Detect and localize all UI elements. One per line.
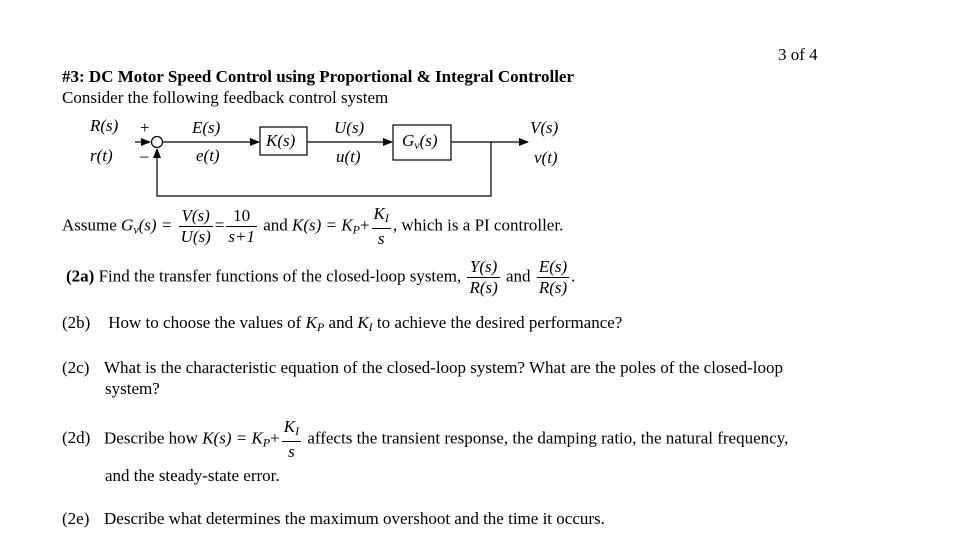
problem-heading: #3: DC Motor Speed Control using Proportional & Integral Controller — [62, 67, 575, 86]
question-2d: (2d) Describe how $K(s) = K_P+$ $\frac{K_I}{s}$ affects the transient response, the damping ratio, the natural frequency, — [62, 417, 789, 461]
minus-sign: – — [140, 146, 149, 165]
question-2a: (2a) Find the transfer functions of the closed-loop system, $\frac{Y(s)}{R(s)}$ and $\frac{E(s)}{R(s)}$ . — [66, 257, 576, 297]
assume-line: Assume $G_v(s)$ = $\frac{V(s)}{U(s)}$ = $\frac{10}{s+1}$ and $K(s) = K_P+$ $\frac{K_I}{s}$ , which is a PI controller. — [62, 204, 564, 248]
label-U-s: U(s) — [334, 118, 365, 137]
question-2c-line2: system? — [105, 379, 160, 398]
label-V-s: V(s) — [530, 118, 559, 137]
summing-junction — [152, 137, 163, 148]
page-number: 3 of 4 — [778, 45, 818, 64]
label-u-t: u(t) — [336, 147, 361, 166]
plus-sign: + — [140, 118, 150, 137]
intro-text: Consider the following feedback control system — [62, 88, 389, 107]
label-e-t: e(t) — [196, 146, 220, 165]
label-R-s: R(s) — [90, 116, 119, 135]
label-v-t: v(t) — [534, 148, 558, 167]
label-r-t: r(t) — [90, 146, 113, 165]
question-2e: (2e) Describe what determines the maximum overshoot and the time it occurs. — [62, 509, 605, 528]
plant-label: $G_v(s)$ — [402, 131, 438, 152]
question-2b: (2b) How to choose the values of $K_P$ and $K_I$ to achieve the desired performance? — [62, 313, 623, 334]
question-2c: (2c) What is the characteristic equation of the closed-loop system? What are the poles of the closed-loop — [62, 358, 783, 377]
label-E-s: E(s) — [192, 118, 221, 137]
controller-label: K(s) — [266, 131, 296, 150]
question-2d-line2: and the steady-state error. — [105, 466, 280, 485]
